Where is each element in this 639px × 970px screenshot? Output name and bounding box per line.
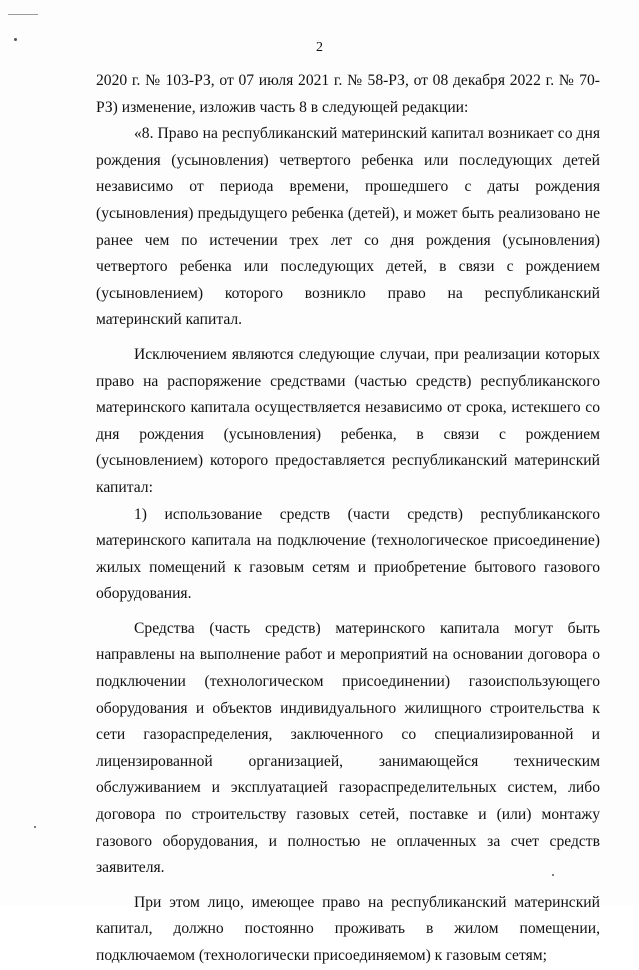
paragraph-part-8: «8. Право на республиканский материнский капитал возникает со дня рождения (усыновления) четвертого ребенка или последующих детей независимо от периода времени, прошедшего с даты рождения (усыновления) предыдущего ребенка (детей), и может быть реализовано не ранее чем по истечении трех лет со дня рождения (усыновления) четвертого ребенка или последующих детей, в связи с рождением (усыновлением) которого возникло право на республиканский материнский капитал. [96,125,600,329]
document-body [96,68,600,970]
page-number: 2 [316,40,323,55]
scan-speck [34,826,36,828]
scan-edge-mark [8,14,38,15]
paragraph-item-1: 1) использование средств (части средств) республиканского материнского капитала на подключение (технологическое присоединение) жилых помещений к газовым сетям и приобретение бытового газового оборудования. [96,505,600,603]
paragraph-exceptions: Исключением являются следующие случаи, при реализации которых право на распоряжение средствами (частью средств) республиканского материнского капитала осуществляется независимо от срока, истекшего со дня рождения (усыновления) ребенка, в связи с рождением (усыновлением) которого предоставляется республиканский материнский капитал: [96,345,600,496]
paragraph-funds-usage: Средства (часть средств) материнского капитала могут быть направлены на выполнение работ и мероприятий на основании договора о подключении (технологическом присоединении) газоиспользующего оборудования и объектов индивидуального жилищного строительства к сети газораспределения, заключенного со специализированной и лицензированной организацией, занимающейся техническим обслуживанием и эксплуатацией газораспределительных систем, либо договора по строительству газовых сетей, поставке и (или) монтажу газового оборудования, и полностью не оплаченных за счет средств заявителя. [96,619,600,877]
paragraph-residence-condition: При этом лицо, имеющее право на республиканский материнский капитал, должно постоянно проживать в жилом помещении, подключаемом (технологически присоединяемом) к газовым сетям; [96,893,600,964]
paragraph-continuation: 2020 г. № 103-РЗ, от 07 июля 2021 г. № 58-РЗ, от 08 декабря 2022 г. № 70-РЗ) изменение, изложив часть 8 в следующей редакции: [96,72,600,116]
